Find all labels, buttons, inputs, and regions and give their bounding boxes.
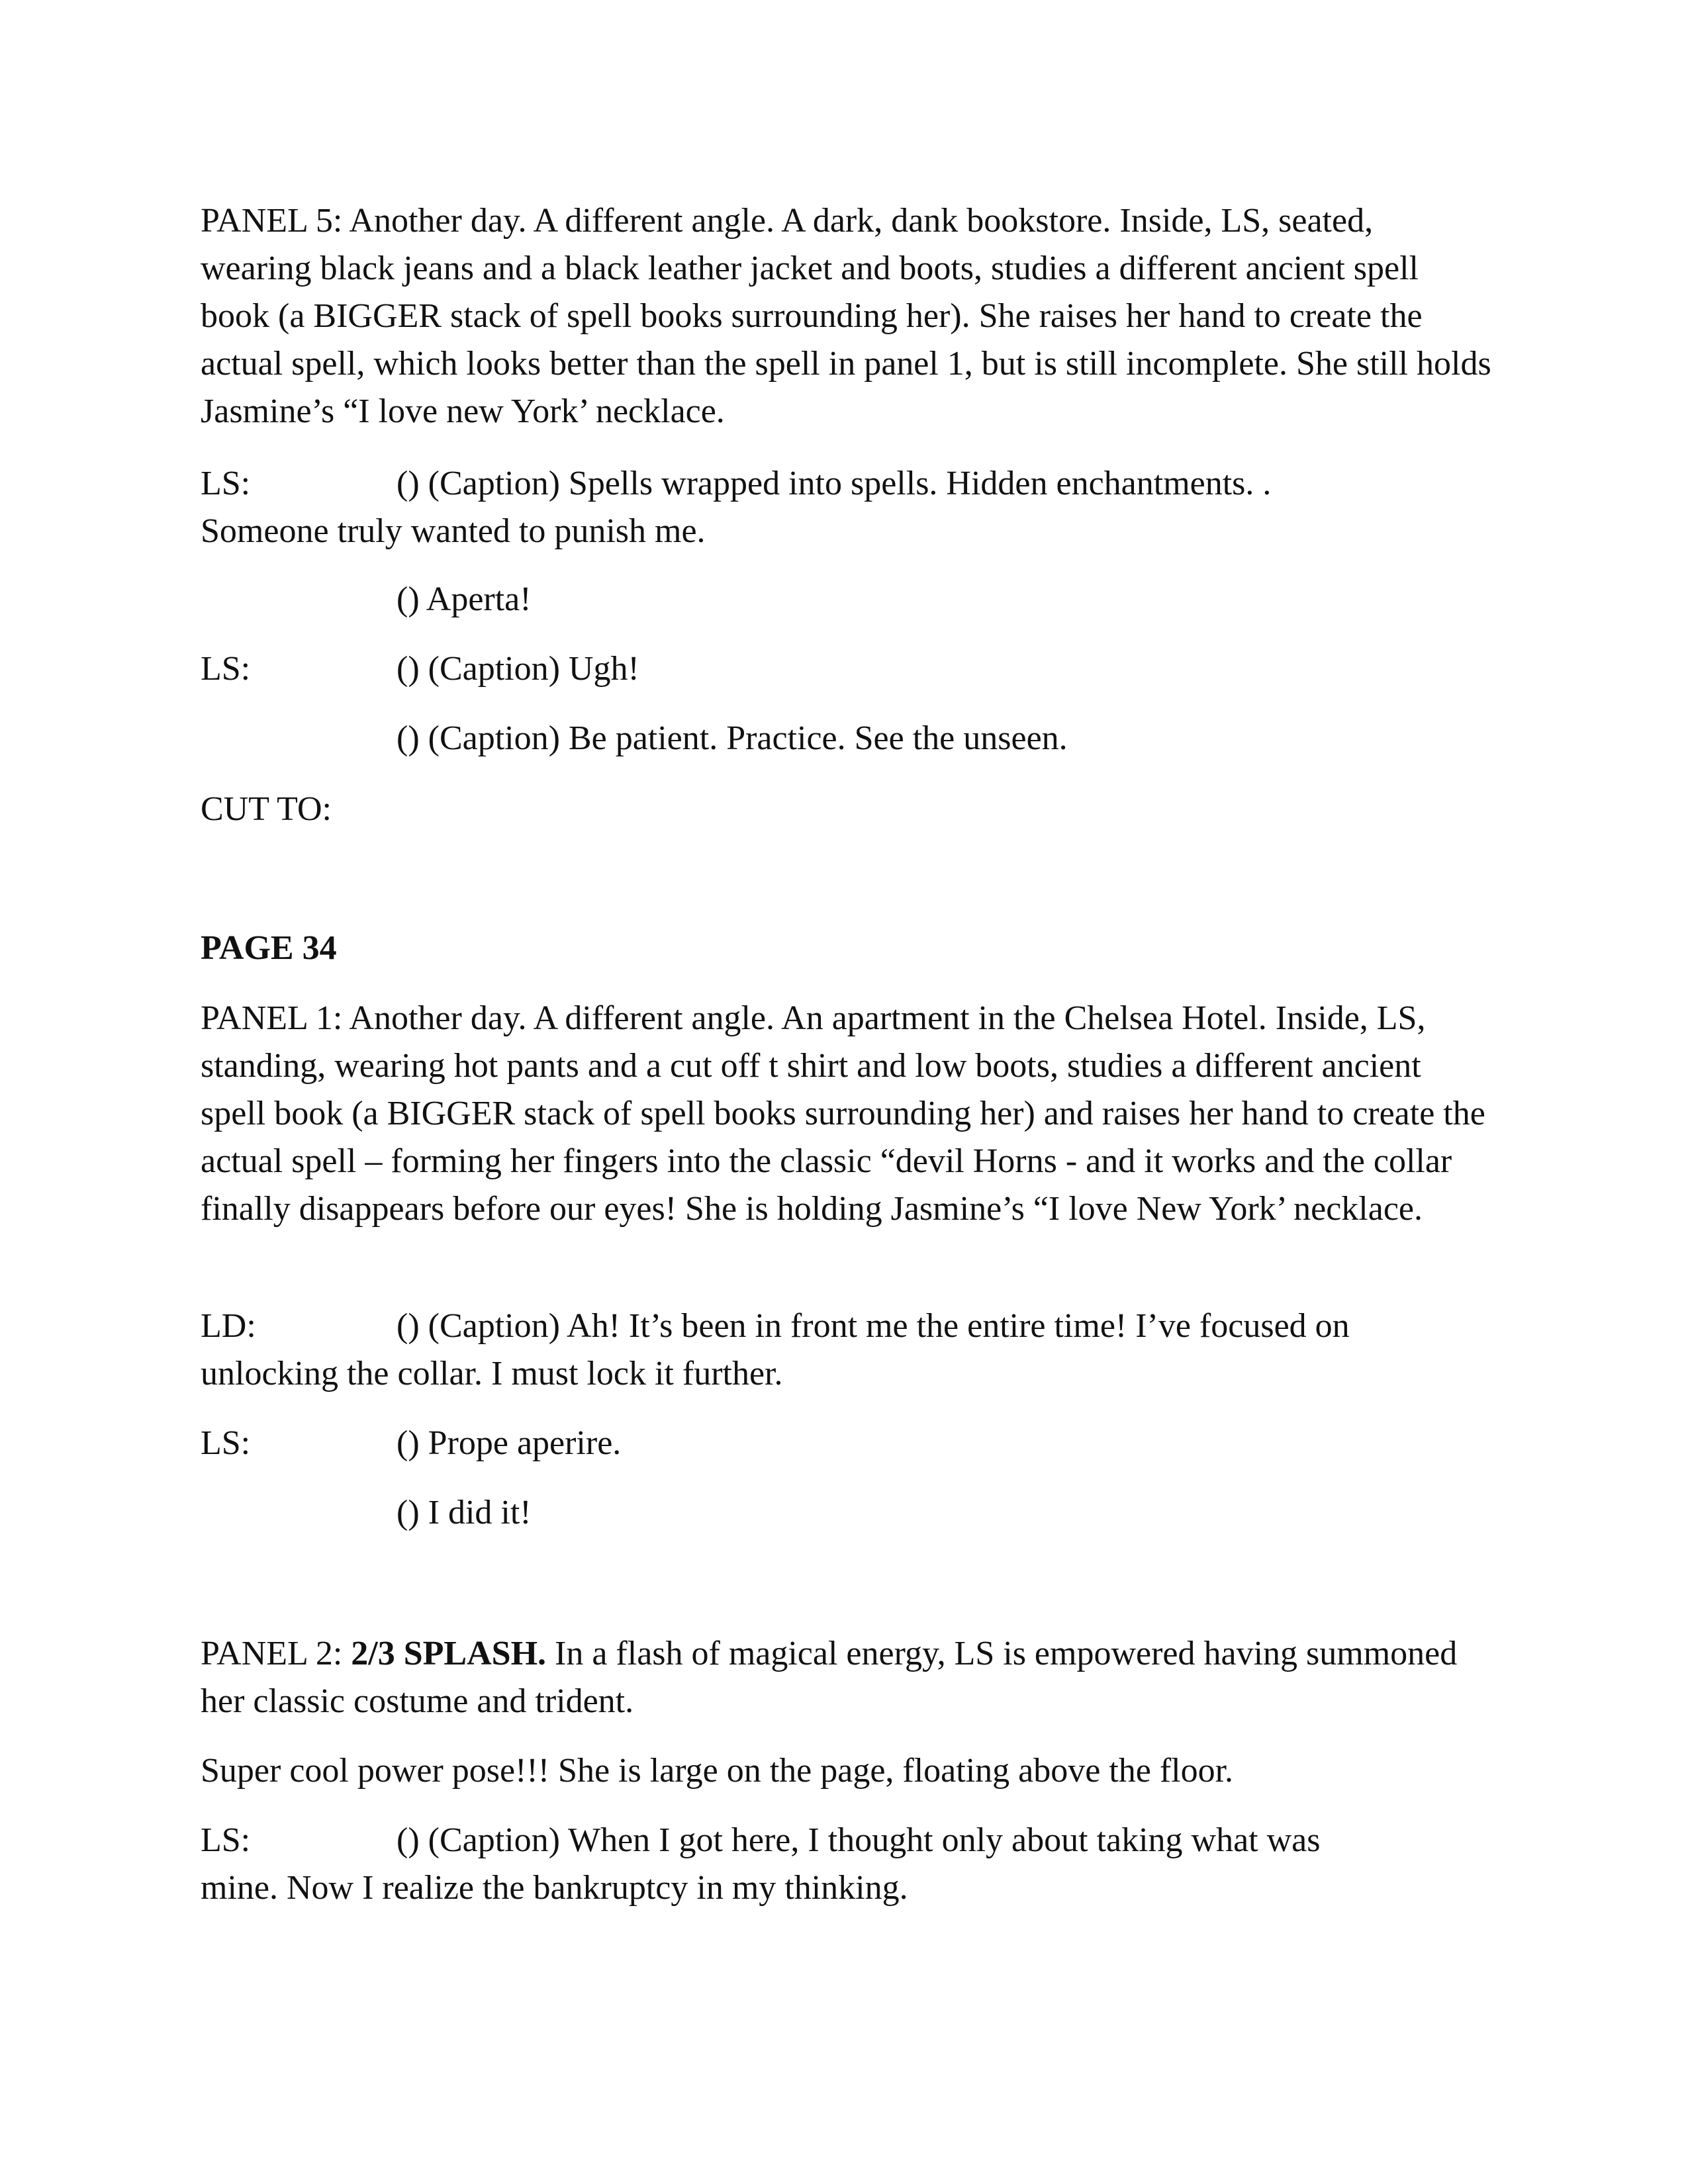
panel5-dialogue-1: [201, 460, 1491, 555]
panel5-dialogue-4: () (Caption) Be patient. Practice. See the unseen.: [397, 719, 1068, 757]
dialogue-text: () (Caption) Ah! It’s been in front me the entire time! I’ve focused on: [397, 1307, 1350, 1345]
panel5-dialogue-3: [201, 645, 1491, 693]
dialogue-text: () Prope aperire.: [397, 1424, 622, 1462]
panel-label: PANEL 2:: [201, 1635, 352, 1672]
page-heading: PAGE 34: [201, 929, 337, 967]
page34-panel2-dialogue-1: [201, 1817, 1491, 1912]
panel5-dialogue-2: () Aperta!: [397, 580, 532, 618]
page34-panel1-dialogue-1: [201, 1302, 1491, 1398]
page34-panel2-note: Super cool power pose!!! She is large on the page, floating above the floor.: [201, 1752, 1234, 1790]
speaker-label: LS:: [201, 650, 251, 688]
splash-label: 2/3 SPLASH.: [351, 1635, 547, 1672]
speaker-label: LS:: [201, 1424, 251, 1462]
dialogue-text: () (Caption) Ugh!: [397, 650, 639, 688]
dialogue-continuation: unlocking the collar. I must lock it further.: [201, 1355, 783, 1392]
page34-panel1-description: PANEL 1: Another day. A different angle. An apartment in the Chelsea Hotel. Inside, LS, standing, wearing hot pants and a cut off t shirt and low boots, studies a different ancient spell book (a BIGGER stack of spell books surrounding her) and raises her hand to create the actual spell – forming her fingers into the classic “devil Horns - and it works and the collar finally disappears before our eyes! She is holding Jasmine’s “I love New York’ necklace.: [201, 999, 1485, 1228]
dialogue-continuation: Someone truly wanted to punish me.: [201, 512, 706, 550]
page34-panel1-dialogue-2: [201, 1420, 1491, 1467]
transition-cut-to: CUT TO:: [201, 790, 332, 828]
speaker-label: LS:: [201, 1821, 251, 1859]
page34-panel1-dialogue-3: () I did it!: [397, 1494, 532, 1531]
panel-description: In a flash of magical energy, LS is empowered having summoned her classic costume and trident.: [201, 1635, 1458, 1720]
dialogue-continuation: mine. Now I realize the bankruptcy in my thinking.: [201, 1869, 908, 1907]
page34-panel2-description: [201, 1630, 1491, 1725]
speaker-label: LS:: [201, 465, 251, 502]
dialogue-text: () (Caption) Spells wrapped into spells. Hidden enchantments. .: [397, 465, 1272, 502]
dialogue-text: () (Caption) When I got here, I thought only about taking what was: [397, 1821, 1321, 1859]
panel5-description: PANEL 5: Another day. A different angle. A dark, dank bookstore. Inside, LS, seated, wearing black jeans and a black leather jacket and boots, studies a different ancient spell book (a BIGGER stack of spell books surrounding her). She raises her hand to create the actual spell, which looks better than the spell in panel 1, but is still incomplete. She still holds Jasmine’s “I love new York’ necklace.: [201, 202, 1491, 430]
speaker-label: LD:: [201, 1307, 256, 1345]
